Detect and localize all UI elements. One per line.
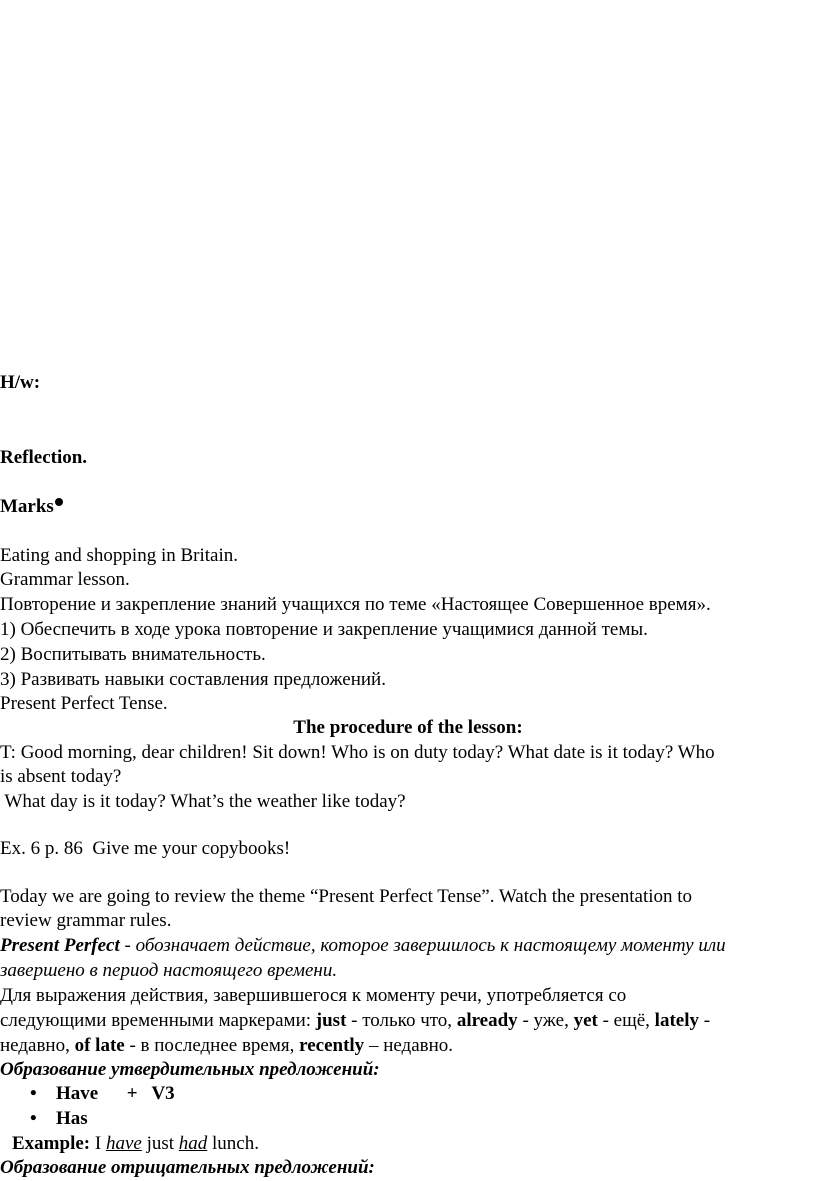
affirmative-heading: Образование утвердительных предложений: xyxy=(0,1059,380,1080)
lesson-task-1: 1) Обеспечить в ходе урока повторение и закрепление учащимися данной темы. xyxy=(0,619,648,640)
review-line-2: review grammar rules. xyxy=(0,910,172,931)
formula-have-v3: Have + V3 xyxy=(56,1083,175,1104)
markers-intro: следующими временными маркерами: xyxy=(0,1010,316,1031)
markers-line-2 xyxy=(0,1009,710,1033)
marks-line xyxy=(0,495,63,519)
exercise-line: Ex. 6 p. 86 Give me your copybooks! xyxy=(0,838,291,859)
rule-term: Present Perfect xyxy=(0,935,120,956)
lesson-task-3: 3) Развивать навыки составления предложений. xyxy=(0,669,386,690)
greeting-line-1: T: Good morning, dear children! Sit down! Who is on duty today? What date is it today? Who xyxy=(0,742,715,763)
lesson-aim: Повторение и закрепление знаний учащихся по теме «Настоящее Совершенное время». xyxy=(0,594,711,615)
rule-definition-line-1 xyxy=(0,934,726,958)
formula-has: Has xyxy=(56,1108,88,1129)
rule-definition-line-2: завершено в период настоящего времени. xyxy=(0,960,338,981)
markers-line-3 xyxy=(0,1034,453,1058)
example-text-2: just xyxy=(141,1133,179,1154)
example-text-3: lunch. xyxy=(207,1133,259,1154)
marker-yet-translation: - ещё, xyxy=(597,1010,655,1031)
marker-lately-translation: недавно, xyxy=(0,1035,75,1056)
lesson-type: Grammar lesson. xyxy=(0,569,130,590)
negative-heading: Образование отрицательных предложений: xyxy=(0,1157,375,1178)
example-have: have xyxy=(105,1133,142,1154)
lesson-task-2: 2) Воспитывать внимательность. xyxy=(0,644,266,665)
marker-of-late: of late xyxy=(74,1035,125,1056)
marks-label: Marks xyxy=(0,496,54,517)
marker-just-translation: - только что, xyxy=(346,1010,457,1031)
marker-recently-translation: – недавно. xyxy=(364,1035,454,1056)
marker-lately: lately xyxy=(654,1010,699,1031)
example-had: had xyxy=(178,1133,208,1154)
marker-already-translation: - уже, xyxy=(517,1010,574,1031)
affirmative-item-have xyxy=(30,1082,175,1106)
reflection-label: Reflection. xyxy=(0,447,88,468)
example-label: Example: xyxy=(12,1133,91,1154)
bullet-icon: • xyxy=(30,1083,37,1104)
lesson-topic: Eating and shopping in Britain. xyxy=(0,545,239,566)
review-line-1: Today we are going to review the theme “Present Perfect Tense”. Watch the presentation to xyxy=(0,886,693,907)
example-line xyxy=(12,1132,259,1156)
affirmative-item-has xyxy=(30,1107,88,1131)
example-text-1: I xyxy=(90,1133,106,1154)
bullet-dot-icon xyxy=(55,498,63,506)
greeting-line-3: What day is it today? What’s the weather like today? xyxy=(0,791,406,812)
marker-yet: yet xyxy=(573,1010,598,1031)
marker-of-late-translation: - в последнее время, xyxy=(124,1035,300,1056)
marker-recently: recently xyxy=(299,1035,365,1056)
homework-label: H/w: xyxy=(0,372,41,393)
marker-just: just xyxy=(315,1010,347,1031)
lesson-grammar: Present Perfect Tense. xyxy=(0,693,168,714)
rule-definition-1: - обозначает действие, которое завершилось к настоящему моменту или xyxy=(119,935,726,956)
bullet-icon: • xyxy=(30,1108,37,1129)
marker-lately-dash: - xyxy=(699,1010,711,1031)
markers-line-1: Для выражения действия, завершившегося к моменту речи, употребляется со xyxy=(0,985,627,1006)
greeting-line-2: is absent today? xyxy=(0,766,122,787)
marker-already: already xyxy=(456,1010,518,1031)
procedure-heading: The procedure of the lesson: xyxy=(293,717,523,738)
